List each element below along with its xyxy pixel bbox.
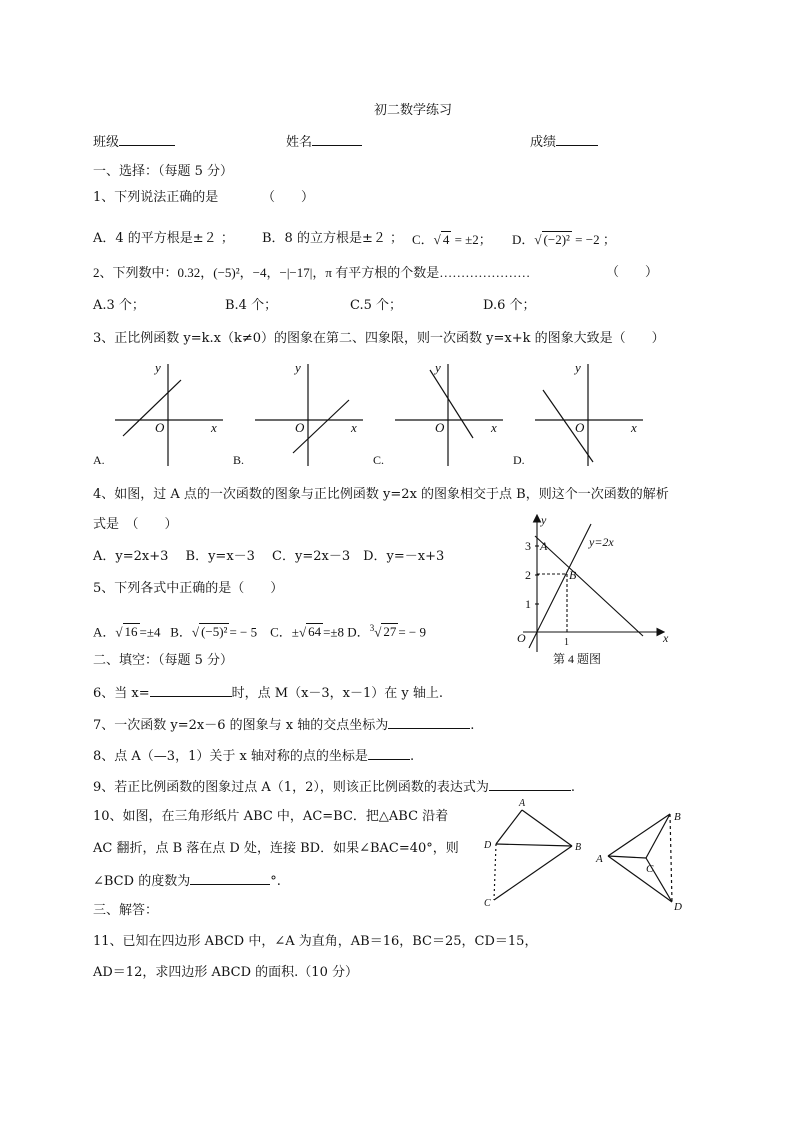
q10-f2-edge-ad — [608, 856, 672, 902]
q5-c-radicand: 64 — [308, 624, 322, 640]
q4-tick-label-1: 1 — [525, 597, 531, 611]
q5-c-label: C．± — [270, 624, 299, 640]
q4-stem-line2: 式是 （ ） — [93, 517, 178, 532]
name-field[interactable] — [286, 133, 362, 151]
q2-term-4: ，π 有平方根的个数是………………… — [312, 265, 531, 280]
q10-f2-edge-bd — [670, 814, 672, 902]
q3-b-y-label: y — [295, 360, 301, 375]
q10-f2-edge-ab — [608, 814, 670, 856]
q5-c-tail: =±8 — [323, 624, 345, 640]
q10-f1-edge-dc — [494, 844, 496, 900]
q1-option-d: D．√ (−2)² = −2 ； — [512, 232, 616, 247]
q5-b-tail: = − 5 — [229, 624, 258, 640]
q10-f2-label-a: A — [596, 853, 603, 865]
q3-label-b: B. — [233, 453, 245, 467]
q3-d-y-label: y — [575, 360, 581, 375]
q1-d-label: D． — [512, 232, 535, 247]
q10-f2-edge-cb — [646, 814, 670, 858]
q4-figure — [505, 510, 675, 668]
q4-caption: 第 4 题图 — [553, 652, 602, 666]
q10-line3 — [93, 872, 281, 890]
q10-f2-label-c: C — [646, 863, 654, 875]
q3-a-line — [123, 380, 181, 436]
score-label: 成绩 — [530, 135, 557, 150]
q3-graphs — [93, 358, 653, 470]
q10-f2-label-b: B — [674, 811, 681, 823]
q6 — [93, 684, 443, 702]
q5-d-tail: = − 9 — [398, 624, 426, 640]
q2-paren: （ ） — [606, 265, 659, 280]
q11-line2: AD＝12，求四边形 ABCD 的面积.（10 分） — [93, 965, 358, 980]
q7-blank[interactable] — [388, 716, 470, 729]
q2-term-3: −|−17| — [279, 265, 313, 280]
q7-post: . — [470, 718, 475, 733]
q2-stem — [93, 265, 530, 281]
q3-c-x-label: x — [491, 420, 497, 435]
q6-pre: 6、当 x= — [93, 686, 150, 701]
q3-stem: 3、正比例函数 y=k.x（k≠0）的图象在第二、四象限，则一次函数 y=x+k 的图象大致是（ ） — [93, 331, 665, 346]
q5-stem: 5、下列各式中正确的是（ ） — [93, 581, 284, 596]
q1-option-a: A．4 的平方根是±２ ； — [93, 231, 234, 246]
q10-f2-label-d: D — [674, 901, 682, 913]
q10-f1-label-b: B — [575, 842, 582, 853]
q1-c-label: C． — [412, 232, 434, 247]
q3-a-x-label: x — [211, 420, 217, 435]
q10-pre: ∠BCD 的度数为 — [93, 874, 191, 889]
q3-label-d: D. — [513, 453, 525, 467]
q2-stem-text: 2、下列数中：0.32， — [93, 265, 214, 280]
q4-tick-label-3: 3 — [525, 539, 531, 553]
q5-b-label: B． — [170, 624, 192, 640]
q4-origin: O — [517, 631, 526, 645]
q1-d-radicand: (−2)² — [543, 232, 570, 247]
score-blank[interactable] — [556, 133, 598, 146]
q3-c-origin: O — [435, 420, 445, 435]
q6-post: 时，点 M（x－3，x－1）在 y 轴上. — [231, 686, 444, 701]
class-blank[interactable] — [119, 133, 175, 146]
q3-label-a: A. — [93, 453, 105, 467]
q2-option-a: A.3 个； — [93, 298, 145, 313]
name-blank[interactable] — [312, 133, 362, 146]
q10-blank[interactable] — [190, 872, 270, 885]
q3-label-c: C. — [373, 453, 385, 467]
q4-line-label: y=2x — [589, 535, 614, 549]
score-field[interactable] — [530, 133, 598, 151]
q1-c-tail: = ±2； — [451, 232, 492, 247]
q10-f1-edge-ab — [522, 810, 572, 846]
section-fill: 二、填空：（每题 5 分） — [93, 653, 234, 668]
q4-line-through-a — [535, 536, 643, 636]
q4-options: A．y=2x+3 B．y=x－3 C．y=2x－3 D．y=－x+3 — [93, 549, 445, 564]
q3-d-origin: O — [575, 420, 585, 435]
q1-paren: （ ） — [262, 190, 315, 205]
q2-option-c: C.5 个； — [350, 298, 403, 313]
q5-a-radicand: 16 — [124, 624, 138, 640]
q10-f1-label-a: A — [519, 798, 526, 809]
q10-figure-fold — [478, 796, 588, 912]
q4-line-y2x — [529, 524, 591, 648]
q4-y-label: y — [541, 513, 547, 527]
class-field[interactable] — [93, 133, 175, 151]
q11-line1: 11、已知在四边形 ABCD 中，∠A 为直角，AB＝16，BC＝25，CD＝15， — [93, 934, 538, 949]
q2-term-2: ，−4， — [239, 265, 280, 280]
q10-f2-edge-ac — [608, 856, 646, 858]
q3-a-y-label: y — [155, 360, 161, 375]
q5-d-label: D． — [347, 624, 370, 640]
q10-line1: 10、如图，在三角形纸片 ABC 中，AC=BC．把△ABC 沿着 — [93, 809, 449, 824]
q4-x-label: x — [663, 631, 669, 645]
q3-b-origin: O — [295, 420, 305, 435]
q9-pre: 9、若正比例函数的图象过点 A（1，2），则该正比例函数的表达式为 — [93, 780, 489, 795]
q7-pre: 7、一次函数 y=2x－6 的图象与 x 轴的交点坐标为 — [93, 718, 389, 733]
class-label: 班级 — [93, 135, 120, 150]
q5-options: A．√ 16 =±4 B．√ (−5)² = − 5 C．±√ 64 =±8 D．$^3$√ 27 = − 9 — [93, 623, 426, 640]
q1-option-b: B．8 的立方根是±２ ； — [262, 231, 403, 246]
q7 — [93, 716, 474, 734]
q3-d-x-label: x — [631, 420, 637, 435]
q10-figure-3d — [594, 800, 694, 916]
q10-f1-edge-db — [496, 844, 572, 846]
q10-f1-edge-bc — [494, 846, 572, 900]
q4-point-b: B — [569, 568, 577, 582]
section-solve: 三、解答： — [93, 903, 159, 918]
q10-f1-edge-ad — [496, 810, 522, 844]
q4-point-a: A — [540, 539, 548, 553]
q1-c-radicand: 4 — [442, 232, 450, 247]
q5-a-tail: =±4 — [139, 624, 161, 640]
q2-option-d: D.6 个； — [483, 298, 536, 313]
q1-d-tail: = −2 ； — [571, 232, 616, 247]
q2-option-b: B.4 个； — [225, 298, 278, 313]
q2-term-1: (−5)² — [213, 265, 240, 280]
q5-b-radicand: (−5)² — [201, 624, 228, 640]
q1-option-c: C．√ 4 = ±2； — [412, 232, 492, 247]
q4-stem-line1: 4、如图，过 A 点的一次函数的图象与正比例函数 y=2x 的图象相交于点 B，则这个一次函数的解析 — [93, 487, 669, 502]
q3-b-x-label: x — [351, 420, 357, 435]
section-choice: 一、选择：（每题 5 分） — [93, 164, 234, 179]
q9-blank[interactable] — [489, 778, 571, 791]
q6-blank[interactable] — [150, 684, 232, 697]
q8 — [93, 747, 414, 765]
q1-stem: 1、下列说法正确的是 — [93, 190, 219, 205]
q8-blank[interactable] — [368, 747, 410, 760]
q10-f1-label-d: D — [484, 840, 492, 851]
q8-post: . — [409, 749, 415, 764]
q3-c-y-label: y — [435, 360, 441, 375]
q10-line2: AC 翻折，点 B 落在点 D 处，连接 BD．如果∠BAC=40°，则 — [93, 841, 459, 856]
q4-x-tick-label: 1 — [564, 637, 569, 648]
q5-a-label: A． — [93, 624, 116, 640]
q3-a-origin: O — [155, 420, 165, 435]
q3-d-line — [543, 390, 593, 462]
q4-tick-label-2: 2 — [525, 568, 531, 582]
q10-post: °. — [270, 874, 281, 889]
q8-pre: 8、点 A（—3，1）关于 x 轴对称的点的坐标是 — [93, 749, 368, 764]
page-title: 初二数学练习 — [374, 103, 453, 118]
q9 — [93, 778, 575, 796]
q5-d-index: 3 — [369, 623, 375, 633]
q10-f1-label-c: C — [484, 898, 491, 909]
name-label: 姓名 — [286, 135, 313, 150]
q9-post: . — [570, 780, 575, 795]
q5-d-radicand: 27 — [383, 624, 397, 640]
